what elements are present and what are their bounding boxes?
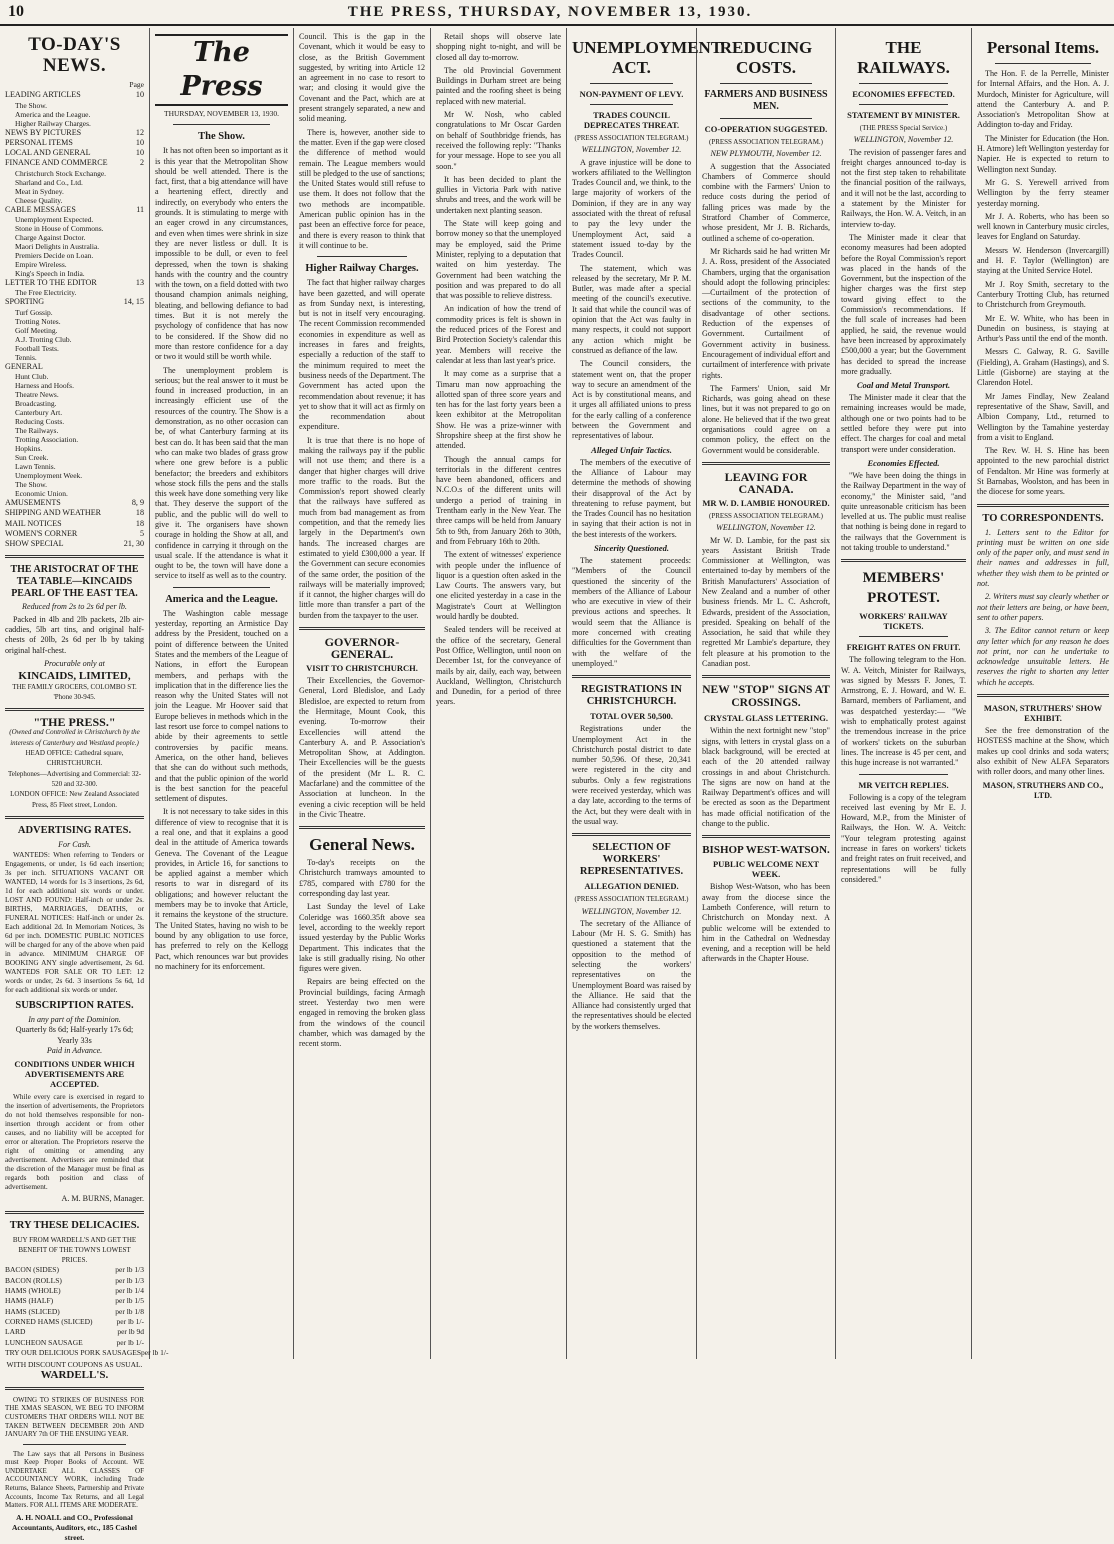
index-subitem: Football Tests. [15, 343, 59, 353]
index-page-number: 18 [135, 508, 144, 518]
personal-items-title: Personal Items. [986, 38, 1100, 57]
personal-item-10: The Rev. W. H. S. Hine has been appointed to the new parochial district of Fendalton. Mr Hine was formerly at St Barnabas, Woolston, and has been in the diocese for some years. [977, 446, 1109, 497]
subscription-rates-title: SUBSCRIPTION RATES. [15, 1000, 134, 1012]
index-section-name: PERSONAL ITEMS [5, 137, 73, 147]
general-news-item-4: It has been decided to plant the gullies in Victoria Park with native shrubs and trees, and the work will be undertaken next planting season. [436, 174, 561, 215]
price-item-price: per lb 1/3 [115, 1265, 144, 1275]
editorial-america-title: America and the League. [165, 593, 278, 605]
conditions-title: CONDITIONS UNDER WHICH ADVERTISEMENTS ARE ACCEPTED. [14, 1059, 135, 1090]
index-page-number: 10 [135, 90, 144, 100]
price-item-name: CORNED HAMS (SLICED) [5, 1316, 93, 1326]
governor-general-subtitle: VISIT TO CHRISTCHURCH. [306, 663, 418, 674]
index-subitems [5, 308, 144, 362]
general-news-para-2: Last Sunday the level of Lake Coleridge was 1660.35ft above sea level, according to the weekly report issued yesterday by the Public Works Department. This indicates that the lake is still gradually rising. No other figures were given. [299, 902, 425, 974]
index-subitem: The Railways. [15, 425, 59, 435]
index-row [5, 529, 144, 539]
sincerity-body: The statement proceeds: "Members of the Council questioned the sincerity of the members of the Alliance of Labour who are executive in view of their previous actions and speeches. It would seem that the Alliance is more concerned with creating difficulties for the Government than with the welfare of the unemployed." [572, 555, 691, 668]
index-subitem: Cheese Quality. [15, 195, 63, 205]
personal-item-1: The Hon. F. de la Perrelle, Minister for Internal Affairs, and the Hon. A. J. Murdoch, Minister for Agriculture, will attend the Canterbury A. and P. Association's Metropolitan Show at Addington to-day and Friday. [977, 69, 1109, 130]
paper-date-line: THE PRESS, THURSDAY, NOVEMBER 13, 1930. [347, 3, 753, 20]
index-subitem: Empire Wireless. [15, 260, 67, 270]
aristocrat-ad-offer: Reduced from 2s to 2s 6d per lb. [22, 602, 127, 612]
press-notice-title: "THE PRESS." [33, 715, 116, 730]
general-news-item-9: The extent of witnesses' experience with people under the influence of liquor is a question often asked in the Law Courts. The answers vary, but one elicited yesterday in a case in the Magistrate's Court at Wellington would hardly be doubted. [436, 550, 561, 622]
index-page-number: 14, 15 [123, 297, 144, 307]
personal-item-7: Mr E. W. White, who has been in Dunedin on business, is staying at Arthur's Pass until the end of the month. [977, 313, 1109, 344]
index-subitem: Maori Delights in Australia. [15, 242, 100, 252]
index-page-number: 2 [139, 158, 144, 168]
index-page-number [122, 362, 144, 372]
price-item-price: per lb 1/- [116, 1316, 144, 1326]
index-subitem: The Show. [15, 100, 48, 110]
personal-item-5: Messrs W. Henderson (Invercargill) and H. F. Taylor (Wellington) are staying at the United Service Hotel. [977, 245, 1109, 276]
index-subitem: Sharland and Co., Ltd. [15, 177, 83, 187]
editorial-america-para-1: The Washington cable message yesterday, reporting an Armistice Day address by the President, touched on a point of difference between the United States and the members of the League of Nations, in effort the European members, and perhaps with the implication that in the difference lies the reason why the United States will not join the League. Mr Hoover said that Europe believes in methods which in the last resort use force to compel nations to abide by their agreements to settle controversies by pacific means. America, on the other hand, believes that she can do without such methods, and that the public opinion of the world is the best sanction for the peaceful settlement of disputes. [155, 608, 288, 804]
index-subitem: Higher Railway Charges. [15, 118, 91, 128]
price-row [5, 1347, 169, 1358]
todays-news-heading: TO-DAY'S NEWS. [28, 34, 121, 76]
price-item-name: BACON (SIDES) [5, 1265, 59, 1275]
veitch-replies-title: MR VEITCH REPLIES. [858, 779, 949, 790]
price-row [5, 1276, 144, 1286]
index-page-number: 12 [135, 127, 144, 137]
index-page-number: 10 [135, 137, 144, 147]
index-subitems [5, 288, 144, 297]
veitch-replies-body: Following is a copy of the telegram received last evening by Mr E. J. Howard, M.P., from the Minister of Railways, the Hon. W. A. Veitch: "Your telegram protesting against increase in fares on workers' tickets and freight rates on fruit received, and representations will be fully considered." [841, 792, 966, 884]
index-section-name: AMUSEMENTS [5, 497, 61, 507]
correspondents-rule-1: 1. Letters sent to the Editor for printing must be written on one side only of the paper only, and must send in their names and addresses in full, whether they wish them to be printed or not. [977, 527, 1109, 589]
coal-transport-title: Coal and Metal Transport. [856, 380, 951, 391]
subscription-advance: Paid in Advance. [46, 1045, 103, 1055]
index-row [5, 519, 144, 529]
general-news-item-8: Though the annual camps for territorials in the different centres have been abandoned, officers and N.C.O.s of the different units will undergo a period of training in Trentham early in the New Year. The three camps will be held from January 5th to 9th, from January 26th to 30th, and from February 16th to 20th. [436, 454, 561, 546]
index-row [5, 158, 144, 168]
leaving-canada-subtitle: MR W. D. LAMBIE HONOURED. [702, 497, 830, 508]
index-section-name: CABLE MESSAGES [5, 204, 76, 214]
index-section-name: SHIPPING AND WEATHER [5, 508, 102, 518]
price-item-name: HAMS (SLICED) [5, 1306, 60, 1316]
index-page-label: Page [129, 80, 144, 89]
index-row [5, 539, 144, 549]
unemployment-act-subtitle: NON-PAYMENT OF LEVY. [579, 89, 684, 99]
index-row [5, 205, 144, 215]
index-row [5, 297, 144, 307]
price-row [5, 1296, 144, 1306]
page-number: 10 [8, 3, 24, 20]
index-subitem: King's Speech in India. [15, 269, 85, 279]
index-subitems [5, 372, 144, 498]
railways-sub2: STATEMENT BY MINISTER. [847, 110, 960, 120]
index-row [5, 362, 144, 372]
price-row [5, 1307, 144, 1317]
price-row [5, 1327, 144, 1337]
bishop-title: BISHOP WEST-WATSON. [702, 844, 830, 857]
subscription-rates: Quarterly 8s 6d; Half-yearly 17s 6d; Yearly 33s [15, 1025, 134, 1045]
press-london-office: LONDON OFFICE: New Zealand Associated Press, 85 Fleet street, London. [10, 790, 139, 809]
reducing-costs-title: REDUCING COSTS. [719, 38, 813, 77]
general-news-item-3: Mr W. Nosh, who cabled congratulations to Mr Oscar Garden on behalf of Southbridge friends, has received the following reply: "Thanks for your message. Hope to see you all soon." [436, 110, 561, 171]
general-news-item-6: An indication of how the trend of commodity prices is felt is shown in the reduced prices of the Forest and Bird Protection Society's calendar this year. Members will receive the calendar at less than last year's price. [436, 304, 561, 365]
accountants-notice: A. H. NOALL and CO., Professional Accountants, Auditors, etc., 185 Cashel street. [12, 1512, 137, 1543]
index-page-number: 21, 30 [123, 539, 144, 549]
column-8 [972, 28, 1114, 1359]
general-news-item-1: Retail shops will observe late shopping night to-night, and will be closed all day to-morrow. [436, 32, 561, 62]
delicacies-firm: WARDELL'S. [40, 1369, 109, 1382]
general-news-item-10: Sealed tenders will be received at the office of the secretary, General Post Office, Wellington, until noon on December 1st, for the conveyance of mails by air, daily, each way, between Auckland, Wellington, Christchurch and Dunedin, for a period of three years. [436, 625, 561, 707]
railways-subtitle: ECONOMIES EFFECTED. [852, 89, 955, 99]
delicacies-title: TRY THESE DELICACIES. [9, 1219, 140, 1231]
correspondents-title: TO CORRESPONDENTS. [982, 512, 1104, 524]
index-subitem: Golf Meeting. [15, 325, 58, 335]
unemployment-act-title: UNEMPLOYMENT ACT. [572, 38, 723, 77]
advertising-rates-title: ADVERTISING RATES. [17, 824, 132, 836]
index-section-name: MAIL NOTICES [5, 518, 62, 528]
editorial-railway-para-1: The fact that higher railway charges have been gazetted, and will operate as from Sunday next, is interesting, but is not in itself very encouraging. The recent Commission recommended economies in expenditure as well as increases in fares and freights, especially a reduction of the staff to the minimum required to meet the business needs of the Department. The Government has acted upon the recommendation about revenue; it has yet to show that it will act as firmly on the recommendation about expenditure. [299, 278, 425, 432]
registrations-body: Registrations under the Unemployment Act in the Christchurch postal district to date number 50,596. Of these, 20,341 were registered in the city and suburbs. Only a few registrations were received yesterday, which was a day late, according to the terms of the Act, but they were dealt with in the usual way. [572, 724, 691, 826]
general-news-para-3: Repairs are being effected on the Provincial buildings, facing Armagh street. Yesterday two men were engaged in removing the broken glass from the windows of the council chamber, which was damaged by the recent storm. [299, 977, 425, 1049]
index-subitem: Trotting Notes. [15, 316, 61, 326]
economies-title: Economies Effected. [867, 457, 940, 468]
index-section-name: LOCAL AND GENERAL [5, 148, 91, 158]
aristocrat-ad-address: THE FAMILY GROCERS, COLOMBO ST. 'Phone 30-945. [12, 682, 137, 701]
news-index [5, 90, 144, 549]
general-news-para-1: To-day's receipts on the Christchurch tramways amounted to £785, compared with £780 for the corresponding day last year. [299, 858, 425, 899]
index-subitem: Unemployment Expected. [15, 215, 94, 225]
index-subitem: The Show. [15, 479, 48, 489]
editorial-america-para-2: It is not necessary to take sides in this difference of view to recognise that it is a real one, and that it explains a good deal in the attitude of America towards Geneva. The Covenant of the League provides, in Article 16, for sanctions to be applied against a member which resorts to war in disregard of its obligations; and however reluctant the members may be to invoke that Article, it remains the keystone of the structure. The United States, having no wish to be bound by any obligation to use force, has preferred to rely on the Kellogg Pact, which renounces war but provides no machinery for its enforcement. [155, 807, 288, 971]
price-row [5, 1286, 144, 1296]
index-row [5, 128, 144, 138]
index-subitem: The Free Electricity. [15, 288, 77, 298]
price-item-name: TRY OUR DELICIOUS PORK SAUSAGES [5, 1347, 141, 1357]
economies-body: "We have been doing the things in the Railway Department in the way of economy," the Minister said, "and quite unreasonable criticism has been levelled at us. The public must realise that nothing is being done in regard to the railways that the Government is not taking trouble to understand." [841, 470, 966, 552]
price-row [5, 1338, 144, 1348]
index-subitem: Hopkins. [15, 443, 43, 453]
bishop-body: Bishop West-Watson, who has been away from the diocese since the Lambeth Conference, will return to Christchurch on Monday next. A public welcome will be extended to him in the Cathedral on Wednesday evening, and a reception will be held afterwards in the Chapter House. [702, 882, 830, 964]
personal-item-6: Mr J. Roy Smith, secretary to the Canterbury Trotting Club, has returned to Christchurch from Greymouth. [977, 279, 1109, 310]
column-5 [567, 28, 723, 1359]
index-section-name: NEWS BY PICTURES [5, 127, 82, 137]
business-notice: OWING TO STRIKES OF BUSINESS FOR THE XMAS SEASON, WE BEG TO INFORM CUSTOMERS THAT ORDERS WILL NOT BE TAKEN BETWEEN DECEMBER 20th AND JANUARY 7th OF THE ENSUING YEAR. [5, 1395, 144, 1439]
index-page-number: 10 [135, 148, 144, 158]
press-telephones: Telephones—Advertising and Commercial: 32-520 and 32-300. [7, 769, 142, 788]
index-section-name: WOMEN'S CORNER [5, 528, 78, 538]
personal-item-8: Messrs C. Galway, R. G. Saville (Fielding), A. Graham (Hastings), and S. Little (Gisborne) are staying at the Clarendon Hotel. [977, 347, 1109, 388]
price-row [5, 1265, 144, 1275]
index-section-name: GENERAL [5, 361, 43, 371]
editorial-date: THURSDAY, NOVEMBER 13, 1930. [163, 109, 280, 118]
index-section-name: FINANCE AND COMMERCE [5, 158, 108, 168]
index-subitem: America and the League. [15, 109, 91, 119]
index-row [5, 90, 144, 100]
mason-struthers-firm: MASON, STRUTHERS AND CO., LTD. [982, 780, 1104, 800]
mason-struthers-body: See the free demonstration of the HOSTESS machine at the Show, which makes up cool drinks and soda waters; also exhibit of New ALFA Separators with roller doors, and many other lines. [977, 726, 1109, 777]
index-subitems [5, 215, 144, 278]
america-continuation-para: There is, however, another side to the matter. Even if the gap were closed the difference of method would remain. The League members would still be pledged to the use of sanctions; the United States would still refuse to use them. It does not follow that the two methods are incompatible. American public opinion has in the past been an effective force for peace, and there is every reason to think that it will continue to be. [299, 127, 425, 250]
members-protest-sub2: FREIGHT RATES ON FRUIT. [846, 642, 961, 653]
index-page-number: 18 [135, 518, 144, 528]
reducing-costs-credit: (PRESS ASSOCIATION TELEGRAM.) [708, 138, 824, 146]
index-subitem: Harness and Hoofs. [15, 380, 74, 390]
personal-item-2: The Minister for Education (the Hon. H. Atmore) left Wellington yesterday for Napier. He is expected to return to Wellington next Sunday. [977, 133, 1109, 174]
price-item-name: HAMS (WHOLE) [5, 1286, 61, 1296]
delicacies-intro: BUY FROM WARDELL'S AND GET THE BENEFIT OF THE TOWN'S LOWEST PRICES. [12, 1235, 137, 1265]
america-continuation: Council. This is the gap in the Covenant, which it would be easy to close, as the British Government suggested, by writing into Article 12 an agreement in no case to resort to war; and closing it would give the Covenant and the Pact, which are at present strangely separated, a new and solid meaning. [299, 32, 425, 124]
leaving-canada-dateline: WELLINGTON, November 12. [716, 523, 816, 533]
editorial-show-para-2: The unemployment problem is serious; but the real answer to it must be found in increased production, in an increasingly efficient use of the resources of the country. The Show is a demonstration, as no other occasion can be, of what Canterbury farming at its best can do. It has been said that the man who can make two blades of grass grow where one grew before is a public benefactor; the breeders and exhibitors whose stock fills the pens and the stalls this week have done something very like that. They deserve the support of the public, and the public will do well to give it. The organisers have shown courage in holding the Show at all, and confidence in carrying it through on the usual scale. If the attendance is what it ought to be, the town will have done a service to itself as well as to the country. [155, 365, 288, 581]
selection-title: SELECTION OF WORKERS' REPRESENTATIVES. [579, 842, 684, 878]
law-notice: The Law says that all Persons in Business must Keep Proper Books of Account. WE UNDERTAKE ALL CLASSES OF ACCOUNTANCY WORK, including Trade Returns, Balance Sheets, Partnership and Private Accounts, Income Tax Returns, and all Legal Matters. FOR ALL ITEMS ARE MODERATE. [5, 1449, 144, 1510]
index-subitem: Reducing Costs. [15, 416, 65, 426]
price-item-price: per lb 1/5 [115, 1296, 144, 1306]
column-3 [294, 28, 431, 1359]
index-subitem: Unemployment Week. [15, 470, 83, 480]
unemployment-act-para-1: A grave injustice will be done to workers affiliated to the Wellington Trades Council and, we think, to the large majority of workers of the Dominion, if they are in any way associated with the threat of refusal to pay the levy under the Unemployment Act, said a statement issued to-day by the Trades Council. [572, 157, 691, 260]
column-6 [697, 28, 836, 1359]
general-news-item-5: The State will keep going and borrow money so that the unemployed may be employed, said the Prime Minister, replying to a deputation that waited on him yesterday. The Government had been watching the position and was prepared to do all that was possible to relieve distress. [436, 219, 561, 301]
index-subitems [5, 101, 144, 128]
railways-credit: (THE PRESS Special Service.) [859, 124, 948, 132]
price-item-name: LARD [5, 1327, 26, 1337]
governor-general-title: GOVERNOR-GENERAL. [324, 635, 400, 662]
index-page-number: 13 [135, 278, 144, 288]
aristocrat-ad-firm: KINCAIDS, LIMITED, [18, 670, 131, 683]
reducing-costs-sub2: CO-OPERATION SUGGESTED. [704, 124, 828, 134]
price-item-name: BACON (ROLLS) [5, 1275, 62, 1285]
masthead [0, 0, 1114, 26]
railways-dateline: WELLINGTON, November 12. [853, 135, 954, 145]
index-subitem: Broadcasting. [15, 398, 57, 408]
index-section-name: LEADING ARTICLES [5, 90, 81, 100]
index-row [5, 148, 144, 158]
general-news-title: General News. [309, 835, 415, 855]
index-subitems [5, 169, 144, 205]
index-subitem: Charge Against Doctor. [15, 233, 86, 243]
coal-transport-body: The Minister made it clear that the remaining increases would be made, although one or two points had to be settled before they were put into effect. The charges for coal and metal transport were under consideration. [841, 393, 966, 454]
price-item-price: per lb 1/- [116, 1337, 144, 1347]
index-section-name: LETTER TO THE EDITOR [5, 278, 97, 288]
unemployment-act-dateline: WELLINGTON, November 12. [581, 145, 682, 155]
editorial-railway-para-2: It is true that there is no hope of making the railways pay if the public will not use them; and there is a danger that higher charges will drive more traffic to the roads. But the Commission's report showed clearly that the railways have suffered as much from bad management as from competition, and that the remedy lies largely in the Department's own hands. The increased charges are estimated to yield £300,000 a year. If the Government can secure economies of the same order, the position of the railways will be materially improved; if it cannot, the higher charges will do little more than transfer a part of the burden from the taxpayer to the user. [299, 435, 425, 620]
personal-item-9: Mr James Findlay, New Zealand representative of the Shaw, Savill, and Albion Company, Ltd., returned to Wellington by the Tamahine yesterday from a visit to England. [977, 391, 1109, 442]
reducing-costs-para-2: Mr Richards said he had written Mr J. A. Ross, president of the Associated Chambers, urging that the organisation should adopt the following principles:—Curtailment of the protection of sections of the community, to the disadvantage of other sections. Reduction of the expenses of Government. Curtailment of Government activity in business. Encouragement of individual effort and curtailment of interference with private rights. [702, 246, 830, 380]
index-page-number: 11 [136, 204, 144, 214]
members-protest-body: The following telegram to the Hon. W. A. Veitch, Minister for Railways, was signed by Messrs F. Jones, T. Armstrong, E. J. Howard, and W. E. Barnard, members of Parliament, and was despatched yesterday:— "We wish to emphatically protest against the tremendous increase in the price of workers' tickets on the suburban lines. The increase is 45 per cent, and this huge increase is not warranted." [841, 655, 966, 768]
price-item-name: HAMS (HALF) [5, 1296, 54, 1306]
registrations-subtitle: TOTAL OVER 50,500. [590, 711, 673, 722]
railways-para-2: The Minister made it clear that economy measures had been adopted before the Royal Commission's report was placed in the hands of the Government, but the inspection of the higher charges was the first step toward giving effect to the Commission's recommendations. If the full scale of increases had been applied, he said, the revenue would have been increased by approximately £500,000 a year; but the Government has decided to spread the increase more gradually. [841, 232, 966, 376]
selection-credit: (PRESS ASSOCIATION TELEGRAM.) [574, 895, 689, 904]
subscription-note: In any part of the Dominion. [28, 1015, 121, 1025]
leaving-canada-title: LEAVING FOR CANADA. [724, 469, 808, 496]
index-page-number: 5 [139, 528, 144, 538]
members-protest-subtitle: WORKERS' RAILWAY TICKETS. [859, 611, 948, 632]
press-head-office: HEAD OFFICE: Cathedral square, CHRISTCHURCH. [25, 749, 124, 768]
advertising-rates-body: WANTEDS: When referring to Tenders or Engagements, or under, 1s 6d each insertion; 3s per inch. SITUATIONS VACANT OR WANTED, 14 words for 1s 3 insertions, 2s 6d, 1d for each additional six words or under. LOST AND FOUND: Half-inch or under 2s. BIRTHS, MARRIAGES, DEATHS, or FUNERAL NOTICES: Half-inch or under 2s. Each additional 2d. In Memoriam Notices, 3s 6d per inch. DOMESTIC PUBLIC NOTICES will be charged for any of the above when paid in advance. MINIMUM CHARGE OF BOOKING ANY single advertisement, 2s 6d. WANTEDS FOR SALE OR TO LET: 12 words or under, 2s 6d. 3 insertions 5s 6d, 1d for each additional six words or under. [5, 850, 144, 995]
index-subitem: Premiers Decide on Loan. [15, 251, 94, 261]
delicacies-price-list [5, 1265, 169, 1358]
price-item-price: per lb 1/- [141, 1347, 169, 1357]
reducing-costs-dateline: NEW PLYMOUTH, November 12. [710, 149, 822, 159]
index-subitem: Sun Creek. [15, 452, 49, 462]
general-news-item-7: It may come as a surprise that a Timaru man now approaching the allotted span of three score years and ten has for the last forty years been a keen exhibitor at the Metropolitan Show. He was a prize-winner with Shropshire sheep at the first show he attended. [436, 369, 561, 451]
reducing-costs-para-3: The Farmers' Union, said Mr Richards, was going ahead on these lines, but it was not prepared to go on alone. He believed that if the two great organisations could agree on a common policy, the effect on the Government would be considerable. [702, 383, 830, 455]
bishop-subtitle: PUBLIC WELCOME NEXT WEEK. [712, 859, 820, 880]
press-notice-body: (Owned and Controlled in Christchurch by the interests of Canterbury and Westland people.) [9, 728, 140, 747]
correspondents-rule-2: 2. Writers must say clearly whether or not their letters are being, or have been, sent to other papers. [977, 592, 1109, 622]
index-subitem: Tennis. [15, 352, 37, 362]
index-subitem: Turf Gossip. [15, 307, 53, 317]
selection-body: The secretary of the Alliance of Labour (Mr H. S. G. Smith) has questioned a statement that the opposition to the method of selecting the workers' representatives on the Unemployment Board was raised by the Alliance. He said that the Alliance had consistently urged that the representatives should be elected by the workers themselves. [572, 918, 691, 1031]
price-item-price: per lb 9d [117, 1327, 144, 1337]
index-row [5, 278, 144, 288]
personal-item-3: Mr G. S. Yerewell arrived from Wellington by the ferry steamer yesterday morning. [977, 177, 1109, 208]
the-press-nameplate: The Press [155, 34, 288, 106]
price-row [5, 1317, 144, 1327]
index-page-number: 8, 9 [131, 497, 144, 507]
index-subitem: Hunt Club. [15, 371, 49, 381]
personal-item-4: Mr J. A. Roberts, who has been so well known in Canterbury music circles, leaves for England on Saturday. [977, 211, 1109, 242]
unemployment-act-credit: (PRESS ASSOCIATION TELEGRAM.) [574, 134, 689, 142]
index-row [5, 138, 144, 148]
railways-para-1: The revision of passenger fares and freight charges announced to-day is not the first step taken to rehabilitate the financial position of the railways, and it will not be the last, according to a statement by the Minister for Railways, the Hon. W. A. Veitch, in an interview to-day. [841, 147, 966, 229]
members-protest-title: MEMBERS' PROTEST. [862, 570, 945, 607]
index-subitem: Trotting Association. [15, 434, 79, 444]
price-item-price: per lb 1/3 [115, 1275, 144, 1285]
registrations-title: REGISTRATIONS IN CHRISTCHURCH. [580, 684, 683, 708]
stop-signs-title: NEW "STOP" SIGNS AT CROSSINGS. [702, 684, 830, 710]
editorial-show-para-1: It has not often been so important as it is this year that the Metropolitan Show should be well attended. There is the fact, first, that a big attendance will have a heartening effect, directly and indirectly, on everybody who enters the grounds. It is stimulating to merge with an eager crowd in any circumstances, and even when times were shrink in size they are never listless or dull. It is impossible to be dull, or even to feel depressed, when the town is shaking hands with the country and the country with the town, on a field dotted with two thousand champion animals neighing, bleating, and bellowing defiance to bad times. But it is not merely the psychology of confidence that has now to be considered. If the Show did no more than restore confidence for a day or two it would still be worth while. [155, 146, 288, 362]
editorial-show-title: The Show. [198, 131, 245, 143]
index-subitem: Canterbury Art. [15, 407, 63, 417]
aristocrat-ad-note: Procurable only at [44, 658, 105, 668]
correspondents-rule-3: 3. The Editor cannot return or keep any letter which for any reason he does not print, nor can he undertake to acknowledge unsuitable letters. He reserves the right to shorten any letter which he accepts. [977, 626, 1109, 687]
advertising-rates-subtitle: For Cash. [58, 839, 91, 849]
aristocrat-ad-body: Packed in 4lb and 2lb packets, 2lb air-caddies, 5lb art tins, and original half-chests of 20lb, 2s 6d per lb by taking original half-chest. [5, 614, 144, 655]
unemployment-act-sub2: TRADES COUNCIL DEPRECATES THREAT. [583, 110, 680, 130]
mason-struthers-title: MASON, STRUTHERS' SHOW EXHIBIT. [983, 703, 1103, 724]
index-subitem: Lawn Tennis. [15, 461, 56, 471]
index-subitem: A.J. Trotting Club. [15, 334, 72, 344]
selection-dateline: WELLINGTON, November 12. [581, 906, 682, 916]
price-item-price: per lb 1/8 [115, 1306, 144, 1316]
sincerity-title: Sincerity Questioned. [593, 542, 670, 553]
conditions-body: While every care is exercised in regard to the insertion of advertisements, the Proprietors do not hold themselves responsible for non-insertion through accident or from other causes, and no liability will be accepted for error or alteration. The Proprietors reserve the right of omitting or amending any advertisement. Advertisers are reminded that the discretion of the Manager must be final as regards both position and class of advertisement. [5, 1092, 144, 1192]
delicacies-coupons: WITH DISCOUNT COUPONS AS USUAL. [6, 1360, 143, 1370]
alleged-tactics-title: Alleged Unfair Tactics. [591, 444, 672, 455]
index-subitem: Meat in Sydney. [15, 186, 64, 196]
price-item-price: per lb 1/4 [115, 1286, 144, 1296]
selection-subtitle: ALLEGATION DENIED. [584, 881, 679, 892]
editorial-railway-title: Higher Railway Charges. [305, 263, 419, 275]
column-7 [836, 28, 972, 1359]
aristocrat-ad-headline: THE ARISTOCRAT OF THE TEA TABLE—KINCAIDS PEARL OF THE EAST TEA. [10, 564, 139, 600]
index-section-name: SHOW SPECIAL [5, 539, 64, 549]
general-news-item-2: The old Provincial Government Buildings in Durham street are being painted and the roofing sheet is being replaced with new material. [436, 65, 561, 106]
column-4 [431, 28, 567, 1359]
stop-signs-body: Within the next fortnight new "stop" signs, with letters in crystal glass on a black background, will be erected at each of the 20 attended railway crossings in and about Christchurch. The signs are now on hand at the Railway Department's offices and will be erected as soon as the Department has made official notification of the change to the public. [702, 726, 830, 829]
alleged-tactics-body: The members of the executive of the Alliance of Labour may determine the methods of showing their disapproval of the Act by threatening to refuse payment, but the Trades Council has no hesitation in saying that their action is not in the best interests of the workers. [572, 457, 691, 539]
index-subitem: Stone in House of Commons. [15, 224, 104, 234]
unemployment-act-para-3: The Council considers, the statement went on, that the proper way to secure an amendment of the Act is by constitutional means, and it urges all affiliated unions to press for the early calling of a conference between the Government and representatives of labour. [572, 359, 691, 441]
index-subitem: Christchurch Stock Exchange. [15, 168, 107, 178]
reducing-costs-para-1: A suggestion that the Associated Chambers of Commerce should combine with the Farmers' Union to reduce costs during the period of falling prices was made by the Stratford Chamber of Commerce, whose president, Mr J. B. Richards, outlined a scheme of co-operation. [702, 161, 830, 243]
leaving-canada-credit: (PRESS ASSOCIATION TELEGRAM.) [708, 511, 824, 520]
conditions-signed: A. M. BURNS, Manager. [61, 1194, 144, 1204]
stop-signs-subtitle: CRYSTAL GLASS LETTERING. [703, 713, 828, 724]
reducing-costs-subtitle: FARMERS AND BUSINESS MEN. [704, 89, 828, 112]
index-subitem: Theatre News. [15, 389, 59, 399]
index-row [5, 498, 144, 508]
column-1 [0, 28, 169, 1543]
column-2 [150, 28, 294, 1359]
railways-title: THE RAILWAYS. [857, 38, 950, 77]
price-item-name: LUNCHEON SAUSAGE [5, 1337, 83, 1347]
leaving-canada-body: Mr W. D. Lambie, for the past six years Assistant British Trade Commissioner at Wellington, was entertained to-day by members of the British Manufacturers' Association of New Zealand and a number of other business friends. Mr L. C. Ashcroft, Edwards, president of the Association, presided. Speaking on behalf of the Association, he said that while they regretted Mr Lambie's departure, they felt pleasure at his promotion to the Canadian post. [702, 535, 830, 669]
governor-general-body: Their Excellencies, the Governor-General, Lord Bledisloe, and Lady Bledisloe, are expected to return from the Hermitage, Mount Cook, this evening. To-morrow their Excellencies will attend the Canterbury A. and P. Association's Metropolitan Show, at Addington. Their Excellencies will be the guests of the president (Mr L. R. C. Macfarlane) and the committee of the Association at luncheon. In the evening a civic reception will be held in the Civic Theatre. [299, 676, 425, 819]
unemployment-act-para-2: The statement, which was released by the secretary, Mr P. M. Butler, was made after a special meeting of the council's executive. It said that while the council was of opinion that the Act was faulty in many respects, it could not support any action which might be construed as defiance of the law. [572, 263, 691, 355]
index-section-name: SPORTING [5, 297, 45, 307]
index-row [5, 508, 144, 518]
index-subitem: Economic Union. [15, 488, 68, 498]
